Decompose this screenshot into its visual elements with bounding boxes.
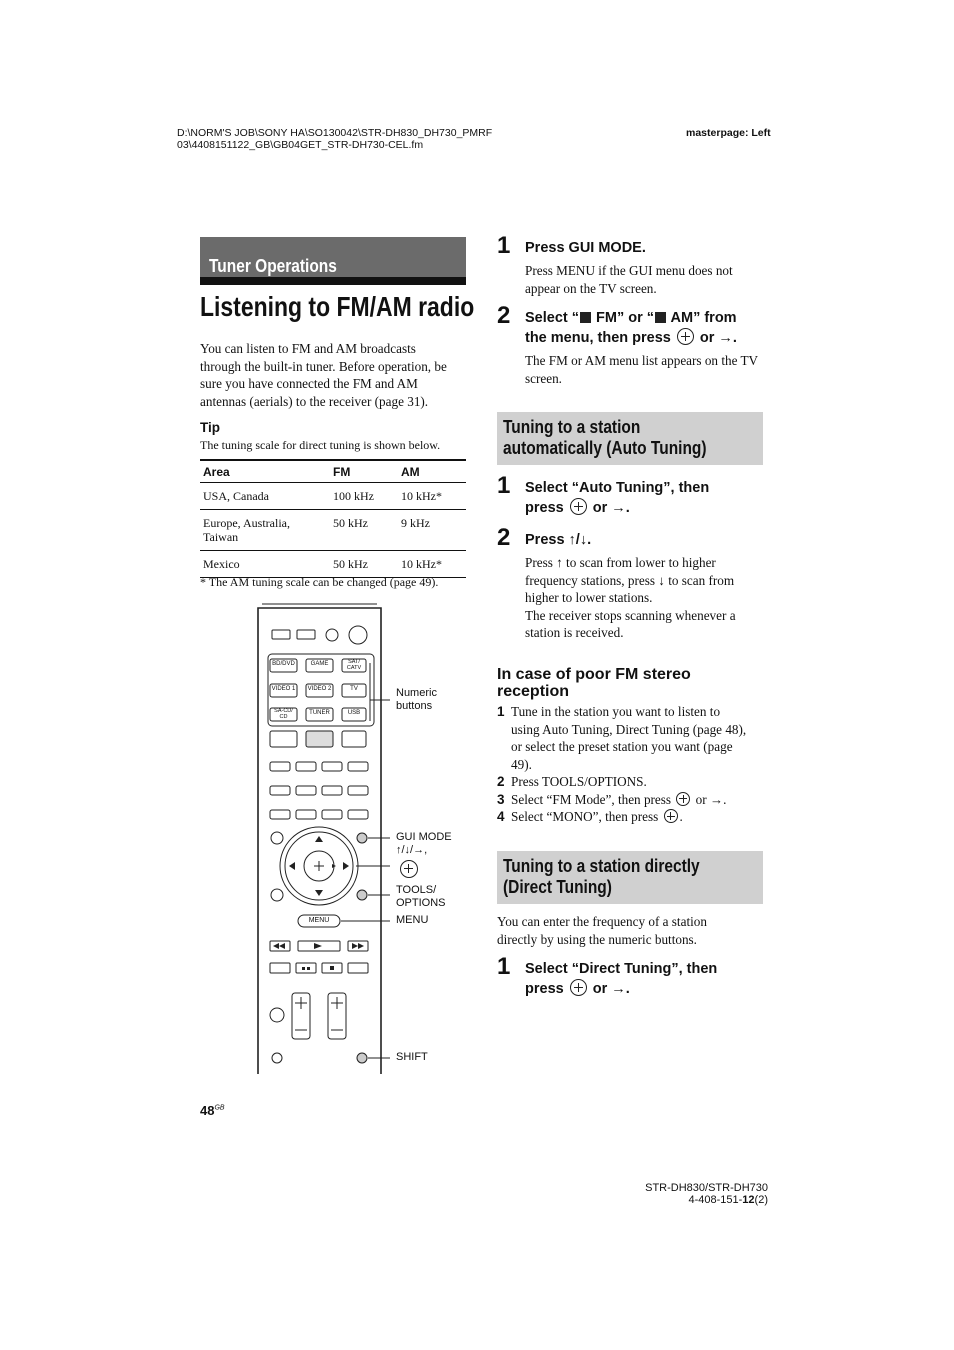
shift-label: SHIFT <box>396 1051 428 1063</box>
intro-paragraph: You can listen to FM and AM broadcasts through the built-in tuner. Before operation, be sure you have connected the FM and AM antennas (aerials) to the receiver (page 31). <box>200 341 447 409</box>
arrows-label: ↑/↓/→, <box>396 844 428 856</box>
sacd-button: SA-CD/ CD <box>274 708 293 720</box>
list-item: 4 Select “MONO”, then press . <box>497 809 683 824</box>
enter-icon <box>664 809 678 823</box>
enter-icon <box>677 328 694 345</box>
step-title: Select “Auto Tuning”, then press or →. <box>525 480 710 516</box>
footnote: * The AM tuning scale can be changed (page 49). <box>200 575 439 589</box>
tuner-button: TUNER <box>309 710 330 716</box>
bd-dvd-button: BD/DVD <box>272 661 295 667</box>
section-band: Tuner Operations <box>200 237 466 285</box>
step-title: Select “Direct Tuning”, then press or →. <box>525 961 718 997</box>
poor-fm-heading: In case of poor FM stereo reception <box>497 666 691 700</box>
table-row: Mexico 50 kHz 10 kHz* <box>200 551 466 578</box>
step-title: Select “ FM” or “ AM” from the menu, then press or →. <box>525 310 737 346</box>
poor-fm-list <box>497 703 763 826</box>
enter-icon <box>570 498 587 515</box>
step-body: The FM or AM menu list appears on the TV screen. <box>525 353 758 386</box>
sat-catv-button: SAT/ CATV <box>346 659 362 671</box>
video2-button: VIDEO 2 <box>307 686 332 692</box>
table-header-row: Area FM AM <box>200 460 466 483</box>
tools-options-label: TOOLS/ OPTIONS <box>396 884 446 909</box>
direct-tuning-heading: Tuning to a station directly (Direct Tuning) <box>497 851 763 904</box>
list-item: 3 Select “FM Mode”, then press or →. <box>497 791 727 807</box>
table-row: USA, Canada 100 kHz 10 kHz* <box>200 483 466 510</box>
menu-label: MENU <box>396 914 429 926</box>
tip-text: The tuning scale for direct tuning is shown below. <box>200 438 441 452</box>
numeric-buttons-label: Numeric buttons <box>396 687 437 712</box>
step-number: 1 <box>497 232 511 259</box>
step-number: 2 <box>497 302 511 329</box>
gui-mode-label: GUI MODE <box>396 831 452 843</box>
tuning-scale-table <box>200 459 466 578</box>
page-number: $48^{GB}$ <box>200 1103 225 1118</box>
file-path: D:\NORM'S JOB\SONY HA\SO130042\STR-DH830_DH730_PMRF 03\4408151122_GB\GB04GET_STR-DH730-CEL.fm <box>177 127 493 151</box>
tip-heading: Tip <box>200 420 220 435</box>
table-row: Europe, Australia, Taiwan 50 kHz 9 kHz <box>200 510 466 551</box>
direct-intro: You can enter the frequency of a station directly by using the numeric buttons. <box>497 914 707 947</box>
step-number: 2 <box>497 524 511 551</box>
video1-button: VIDEO 1 <box>271 686 296 692</box>
remote-control-illustration <box>250 600 390 1078</box>
masterpage-label: masterpage: Left <box>686 127 771 139</box>
model-info: STR-DH830/STR-DH730 4-408-151-12(2) <box>645 1182 768 1206</box>
step-number: 1 <box>497 953 511 980</box>
am-icon <box>655 312 666 323</box>
step-body: Press ↑ to scan from lower to higher frequency stations, press ↓ to scan from higher to lower stations. The receiver stops scanning whenever a station is received. <box>525 555 736 640</box>
usb-button: USB <box>347 710 361 716</box>
fm-icon <box>580 312 591 323</box>
step-number: 1 <box>497 472 511 499</box>
enter-icon <box>676 792 690 806</box>
page-title: Listening to FM/AM radio <box>200 291 475 322</box>
step-body: Press MENU if the GUI menu does not appear on the TV screen. <box>525 263 733 296</box>
step-title: Press ↑/↓. <box>525 532 592 548</box>
list-item: 1 Tune in the station you want to listen to using Auto Tuning, Direct Tuning (page 48), or select the preset station you want (page 49). <box>497 704 747 772</box>
auto-tuning-heading: Tuning to a station automatically (Auto Tuning) <box>497 412 763 465</box>
tv-button: TV <box>350 686 358 692</box>
enter-icon <box>570 979 587 996</box>
list-item: 2 Press TOOLS/OPTIONS. <box>497 774 647 789</box>
step-title: Press GUI MODE. <box>525 240 646 256</box>
menu-button: MENU <box>308 917 330 924</box>
enter-icon <box>398 860 420 880</box>
game-button: GAME <box>310 661 329 667</box>
